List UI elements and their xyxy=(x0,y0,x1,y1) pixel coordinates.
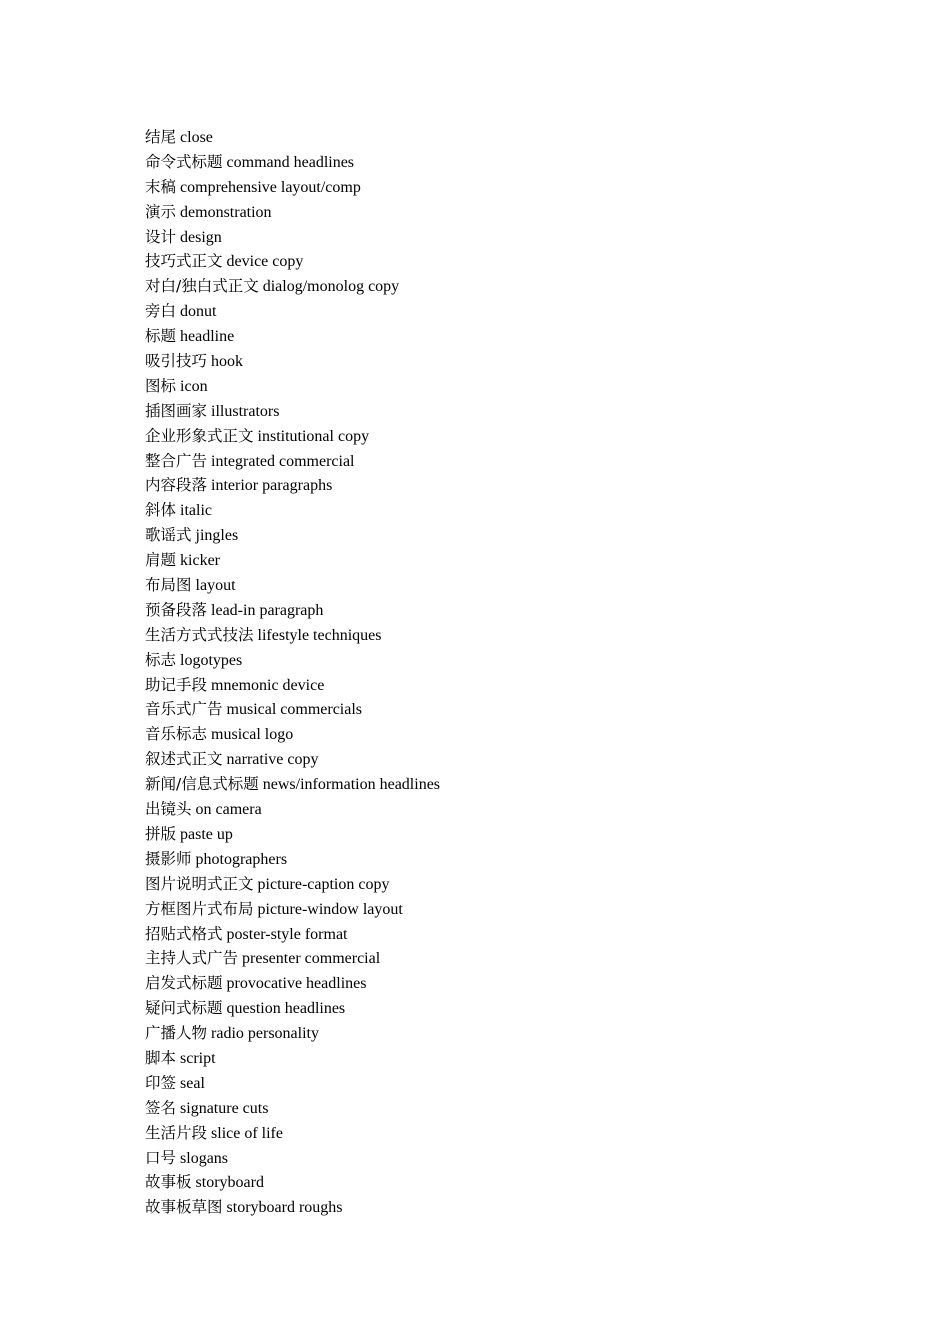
glossary-term xyxy=(145,872,440,897)
glossary-term xyxy=(145,673,440,698)
term-english: illustrators xyxy=(211,402,280,420)
glossary-term xyxy=(145,1121,440,1146)
term-chinese: 歌谣式 xyxy=(145,526,192,545)
term-chinese: 口号 xyxy=(145,1148,177,1167)
term-english: on camera xyxy=(195,801,262,819)
term-english: presenter commercial xyxy=(242,950,381,968)
term-chinese: 企业形象式正文 xyxy=(145,426,254,445)
term-chinese: 斜体 xyxy=(145,501,177,520)
glossary-term xyxy=(145,1071,440,1096)
term-chinese: 招贴式格式 xyxy=(145,924,223,943)
glossary-term xyxy=(145,274,440,299)
term-chinese: 命令式标题 xyxy=(145,152,223,171)
term-english: device copy xyxy=(226,253,304,271)
term-english: picture-caption copy xyxy=(257,875,390,893)
term-english: design xyxy=(180,228,222,246)
term-english: logotypes xyxy=(180,651,243,669)
term-english: storyboard xyxy=(195,1174,264,1192)
term-chinese: 内容段落 xyxy=(145,476,208,495)
term-english: donut xyxy=(180,303,217,321)
term-chinese: 拼版 xyxy=(145,824,177,843)
term-english: demonstration xyxy=(180,203,272,221)
term-chinese: 肩题 xyxy=(145,551,177,570)
term-chinese: 图标 xyxy=(145,376,177,395)
term-chinese: 疑问式标题 xyxy=(145,999,223,1018)
glossary-term xyxy=(145,922,440,947)
term-english: mnemonic device xyxy=(211,676,325,694)
glossary-term xyxy=(145,1046,440,1071)
term-chinese: 结尾 xyxy=(145,128,177,146)
term-chinese: 新闻/信息式标题 xyxy=(145,775,259,794)
term-english: musical logo xyxy=(211,726,294,744)
term-english: comprehensive layout/comp xyxy=(180,178,361,196)
term-chinese: 生活方式式技法 xyxy=(145,625,254,644)
glossary-term xyxy=(145,150,440,175)
glossary-term xyxy=(145,225,440,250)
term-english: kicker xyxy=(180,552,220,570)
glossary-term xyxy=(145,697,440,722)
glossary-term xyxy=(145,772,440,797)
term-english: musical commercials xyxy=(226,701,363,719)
term-chinese: 音乐式广告 xyxy=(145,700,223,719)
term-chinese: 插图画家 xyxy=(145,401,208,420)
term-chinese: 摄影师 xyxy=(145,849,192,868)
term-chinese: 启发式标题 xyxy=(145,974,223,993)
glossary-term xyxy=(145,897,440,922)
term-chinese: 广播人物 xyxy=(145,1024,208,1043)
glossary-term xyxy=(145,324,440,349)
term-english: signature cuts xyxy=(180,1099,269,1117)
glossary-term xyxy=(145,1096,440,1121)
term-chinese: 旁白 xyxy=(145,302,177,321)
term-english: jingles xyxy=(195,527,239,545)
glossary-term xyxy=(145,648,440,673)
term-english: storyboard roughs xyxy=(226,1199,343,1217)
term-chinese: 技巧式正文 xyxy=(145,252,223,271)
glossary-term xyxy=(145,722,440,747)
term-chinese: 标题 xyxy=(145,327,177,346)
glossary-term xyxy=(145,573,440,598)
term-chinese: 末稿 xyxy=(145,177,177,196)
glossary-term xyxy=(145,523,440,548)
term-english: dialog/monolog copy xyxy=(262,278,400,296)
term-chinese: 吸引技巧 xyxy=(145,352,208,371)
glossary-term xyxy=(145,473,440,498)
glossary-term xyxy=(145,797,440,822)
term-chinese: 出镜头 xyxy=(145,800,192,819)
term-chinese: 图片说明式正文 xyxy=(145,874,254,893)
glossary-term xyxy=(145,175,440,200)
glossary-term xyxy=(145,125,440,150)
glossary-term xyxy=(145,374,440,399)
term-english: institutional copy xyxy=(257,427,370,445)
term-chinese: 脚本 xyxy=(145,1048,177,1067)
glossary-term xyxy=(145,200,440,225)
term-chinese: 布局图 xyxy=(145,576,192,595)
term-english: interior paragraphs xyxy=(211,477,333,495)
term-english: headline xyxy=(180,328,235,346)
term-chinese: 助记手段 xyxy=(145,675,208,694)
glossary-term xyxy=(145,299,440,324)
term-chinese: 签名 xyxy=(145,1098,177,1117)
term-chinese: 生活片段 xyxy=(145,1123,208,1142)
term-chinese: 方框图片式布局 xyxy=(145,899,254,918)
term-chinese: 预备段落 xyxy=(145,600,208,619)
glossary-term xyxy=(145,498,440,523)
glossary-term xyxy=(145,1170,440,1195)
glossary-term xyxy=(145,747,440,772)
glossary-term xyxy=(145,847,440,872)
glossary-term xyxy=(145,971,440,996)
term-english: lifestyle techniques xyxy=(257,626,382,644)
glossary-term xyxy=(145,822,440,847)
glossary-term xyxy=(145,946,440,971)
glossary-term xyxy=(145,996,440,1021)
glossary-term xyxy=(145,349,440,374)
term-english: paste up xyxy=(180,825,233,843)
term-chinese: 对白/独白式正文 xyxy=(145,277,259,296)
term-english: poster-style format xyxy=(226,925,348,943)
term-chinese: 故事板草图 xyxy=(145,1198,223,1217)
glossary-term xyxy=(145,548,440,573)
glossary-term xyxy=(145,399,440,424)
term-english: provocative headlines xyxy=(226,975,367,993)
term-chinese: 整合广告 xyxy=(145,451,208,470)
term-english: lead-in paragraph xyxy=(211,601,324,619)
term-chinese: 标志 xyxy=(145,650,177,669)
term-chinese: 设计 xyxy=(145,227,177,246)
glossary-term-list xyxy=(145,125,440,1220)
term-english: news/information headlines xyxy=(262,776,441,794)
term-english: italic xyxy=(180,502,212,520)
glossary-term xyxy=(145,1195,440,1220)
term-chinese: 音乐标志 xyxy=(145,725,208,744)
term-english: hook xyxy=(211,353,244,371)
term-chinese: 演示 xyxy=(145,202,177,221)
term-english: integrated commercial xyxy=(211,452,355,470)
term-english: slogans xyxy=(180,1149,229,1167)
term-english: command headlines xyxy=(226,153,355,171)
term-english: icon xyxy=(180,377,208,395)
term-english: photographers xyxy=(195,850,288,868)
term-english: layout xyxy=(195,577,236,595)
glossary-term xyxy=(145,1146,440,1171)
glossary-term xyxy=(145,1021,440,1046)
glossary-term xyxy=(145,249,440,274)
term-chinese: 叙述式正文 xyxy=(145,750,223,769)
term-chinese: 主持人式广告 xyxy=(145,949,239,968)
term-english: close xyxy=(180,129,213,146)
term-english: seal xyxy=(180,1074,205,1092)
term-english: picture-window layout xyxy=(257,900,403,918)
term-chinese: 印签 xyxy=(145,1073,177,1092)
term-english: narrative copy xyxy=(226,751,319,769)
glossary-term xyxy=(145,598,440,623)
term-english: slice of life xyxy=(211,1124,283,1142)
term-chinese: 故事板 xyxy=(145,1173,192,1192)
term-english: question headlines xyxy=(226,1000,346,1018)
glossary-term xyxy=(145,623,440,648)
glossary-term xyxy=(145,424,440,449)
glossary-term xyxy=(145,449,440,474)
term-english: script xyxy=(180,1049,216,1067)
term-english: radio personality xyxy=(211,1025,319,1043)
